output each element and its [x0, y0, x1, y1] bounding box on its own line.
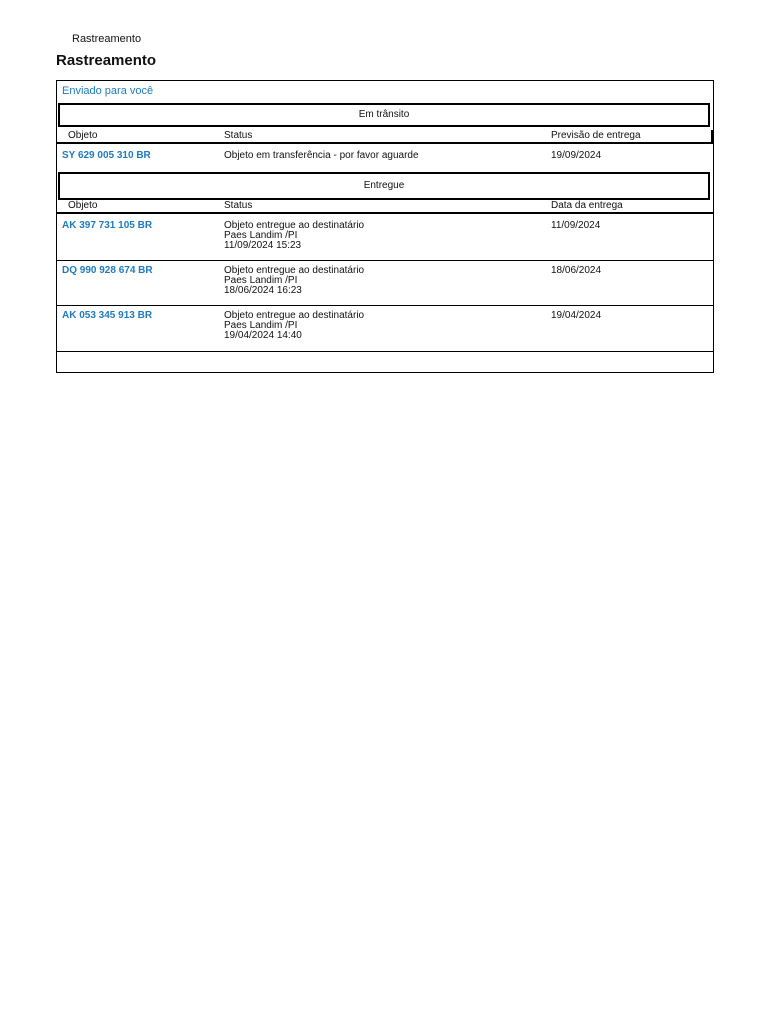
tracking-code-link[interactable]: DQ 990 928 674 BR: [62, 265, 153, 276]
row-delivery-date: 18/06/2024: [551, 265, 602, 276]
row-delivery-date: 19/04/2024: [551, 310, 602, 321]
tracking-panel: [56, 80, 714, 373]
column-header-status: Status: [224, 200, 253, 211]
status-text: Objeto entregue ao destinatário: [224, 220, 365, 231]
breadcrumb: Rastreamento: [72, 33, 142, 45]
section-header-in-transit: Em trânsito: [58, 103, 710, 127]
table-row: [57, 215, 713, 261]
column-header-divider: [57, 142, 713, 144]
column-header-delivery-date: Data da entrega: [551, 200, 623, 211]
section-header-delivered: Entregue: [58, 172, 710, 200]
status-text: Objeto entregue ao destinatário: [224, 265, 365, 276]
table-row: [57, 145, 713, 171]
row-forecast-date: 19/09/2024: [551, 150, 602, 161]
table-row: [57, 261, 713, 306]
panel-header: Enviado para você: [62, 85, 154, 97]
column-header-row: [57, 200, 713, 214]
tracking-code-link[interactable]: SY 629 005 310 BR: [62, 150, 151, 161]
column-header-edge: [711, 130, 713, 144]
status-text: Objeto entregue ao destinatário: [224, 310, 365, 321]
row-status: [224, 266, 364, 296]
status-location: Paes Landim /PI: [224, 320, 298, 331]
page-title: Rastreamento: [56, 52, 157, 69]
status-location: Paes Landim /PI: [224, 230, 298, 241]
row-status: Objeto em transferência - por favor aguarde: [224, 150, 419, 161]
status-datetime: 11/09/2024 15:23: [224, 240, 302, 251]
row-delivery-date: 11/09/2024: [551, 220, 601, 231]
status-datetime: 18/06/2024 16:23: [224, 285, 302, 296]
column-header-status: Status: [224, 130, 253, 141]
status-datetime: 19/04/2024 14:40: [224, 330, 302, 341]
tracking-code-link[interactable]: AK 397 731 105 BR: [62, 220, 153, 231]
status-location: Paes Landim /PI: [224, 275, 298, 286]
row-status: [224, 221, 364, 251]
column-header-object: Objeto: [68, 130, 98, 141]
column-header-object: Objeto: [68, 200, 98, 211]
tracking-code-link[interactable]: AK 053 345 913 BR: [62, 310, 153, 321]
column-header-forecast: Previsão de entrega: [551, 130, 641, 141]
column-header-divider: [57, 212, 713, 214]
column-header-row: [57, 130, 713, 144]
table-row: [57, 306, 713, 352]
row-status: [224, 311, 364, 341]
